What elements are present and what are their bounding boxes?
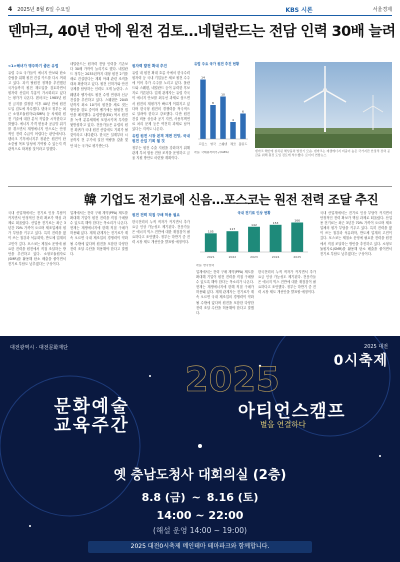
- chart1-bar-3: [230, 122, 236, 139]
- chart1-category-label-4: 폴란드: [238, 141, 248, 146]
- article1-column-3: [132, 62, 190, 184]
- issue-date: 2025년 8월 6일 수요일: [17, 7, 71, 13]
- chart2-category-label-0: 2021: [206, 254, 215, 259]
- section-name: 서울경제: [372, 7, 392, 13]
- article2-col1-text: 국내 산업계에서는 전기료 인상 부담이 커지면서 안정적인 전력 확보가 핵심 과제로 떠올랐다. 산업용 전기료는 최근 3년간 70% 가까이 오르며 제조업체의 원가 부담을 키우고 있다. 특히 전력을 많이 쓰는 철강과 석유화학, 반도체 업계의 고민이 깊다. 포스코는 제철소 운영에 필요한 전력을 원전에서 직접 조달하는 방안을 추진하고 있다. 소형모듈원자로(SMR)를 활용해 탄소 배출을 줄이면서 전기료 부담도 낮추겠다는 구상이다.: [8, 211, 66, 266]
- article1-subhead: <1>해녀가 명주하기 좋은 유럽: [8, 64, 59, 68]
- chart2-bar-0: [205, 233, 217, 252]
- ad-left-title-line2: 교육주간: [54, 416, 130, 436]
- chart2-category-label-3: 2024: [271, 254, 280, 259]
- ad-event-info: [0, 464, 400, 536]
- chart2-bar-4: [291, 222, 303, 252]
- article2-column-3: [132, 211, 190, 333]
- article2-col3-subhead: 원전 전력 직접 구매 허용 필요: [132, 213, 180, 217]
- article1-col3-subhead: 원자력 발전 확대 추진: [132, 64, 167, 68]
- chart2-category-label-2: 2023: [250, 254, 258, 259]
- chart1-value-label-1: 8: [212, 100, 214, 105]
- chart2-title: 국내 전기료 인상 현황: [237, 211, 271, 215]
- article1-col2-text: 네덜란드는 원자력 전담 인력을 기존보다 30배 가까이 늘리기로 했다. 네덜란드 정부는 2035년까지 대형 원전 2기를 새로 건설한다는 계획 아래 관련 조직을 대폭 확충하고 있다. 원전 인허가와 안전 규제를 담당하는 인력도 크게 늘린다. 스웨덴과 벨기에도 원전 수명 연장과 신규 건설을 추진하고 있다. 스웨덴은 2045년까지 최소 10기의 원전을 새로 짓는 방안을 검토 중이며 벨기에는 탈원전 법안을 폐지했다. 유럽연합(EU) 역시 원전을 녹색 분류체계에 포함시키며 투자를 뒷받침하고 있다. 전문가들은 유럽의 원전 회귀가 국내 원전 산업에도 기회가 될 것이라고 내다봤다. 한국은 설계부터 시공까지 전 주기에 걸친 역량을 갖춘 몇 안 되는 국가로 평가받는다.: [70, 62, 128, 148]
- ad-dates: [0, 489, 400, 505]
- ad-guide-time: (해설 운영 14:00 ~ 19:00): [153, 526, 247, 535]
- chart2-value-label-3: 153: [272, 220, 279, 225]
- ad-end-date: 8.16 (토): [206, 491, 259, 504]
- ad-sponsors: 대전광역시 · 대전문화재단: [10, 345, 68, 351]
- ad-brand: 0시축제: [333, 353, 388, 369]
- article1-col3-text2: 정부는 원전 수출 지원을 강화하기 위해 관계 부처 합동 전담 조직을 운영하고 금융 지원 방안도 마련할 계획이다.: [132, 146, 190, 161]
- page-header: [8, 4, 392, 16]
- chart-europe-nuclear: [194, 62, 252, 157]
- chart2-bar-1: [226, 231, 238, 252]
- ad-start-date: 8.8 (금): [141, 491, 186, 504]
- article2-col2-text: 업계에서는 전력 구매 계약(PPA) 제도를 확대해 기업이 원전 전력을 직접 구매할 수 있도록 해야 한다는 목소리가 나온다. 현재는 재생에너지에 한해 직접 구매가 허용돼 있다. 재계 관계자는 전기료가 계속 오르면 국내 제조업의 경쟁력이 약화될 수밖에 없다며 원전을 포함한 다양한 전력 조달 수단을 허용해야 한다고 말했다.: [70, 211, 128, 256]
- chart-electricity-rates: [196, 211, 312, 265]
- chart1-category-label-3: 체코: [230, 141, 236, 146]
- chart1-svg: [194, 67, 252, 147]
- article2-col3-text: 한국전력의 누적 적자가 커지면서 추가 요금 인상 가능성도 제기된다. 전문가들은 에너지 믹스 전반에 대한 재점검이 필요하다고 조언했다. 정부는 하반기 중 전력 시장 제도 개선안을 발표할 예정이다.: [132, 220, 190, 245]
- chart2-svg: [196, 216, 312, 260]
- page-number: 4: [8, 6, 13, 13]
- chart1-bar-0: [200, 79, 206, 139]
- chart1-category-label-2: 스웨덴: [218, 141, 228, 146]
- chart1-bar-4: [240, 113, 246, 139]
- article1-col3-subhead2: 유럽 원전 시장 본격 재편 전망, 국내 원전 산업 기회 될 것: [132, 134, 190, 144]
- article2-column-6: [320, 211, 392, 333]
- photo-image: [255, 62, 392, 148]
- chart2-value-label-0: 105: [207, 228, 214, 233]
- article2-col5-text: 한국전력의 누적 적자가 커지면서 추가 요금 인상 가능성도 제기된다. 전문가들은 에너지 믹스 전반에 대한 재점검이 필요하다고 조언했다. 정부는 하반기 중 전력 시장 제도 개선안을 발표할 예정이다.: [258, 270, 316, 295]
- ad-footer-banner[interactable]: 2025 대전0시축제 메인테마 테마파크와 함께합니다.: [88, 541, 312, 553]
- svg-text:2025: 2025: [185, 360, 280, 400]
- article1-column-1: [8, 62, 66, 184]
- photo-caption: 덴마크 해안에 설치된 해상풍력 발전기 모습. 덴마크는 재생에너지 비중이 높은 국가지만 안정적 전력 공급을 위해 원전 도입 검토에 착수했다. 로이터 연합뉴스: [255, 149, 391, 158]
- chart2-category-label-1: 2022: [228, 254, 237, 259]
- chart2-value-label-1: 117: [229, 226, 236, 231]
- article2-column-2: [70, 211, 128, 333]
- ad-venue-name: 옛 충남도청사 대회의실 (2층): [113, 468, 287, 483]
- ad-left-title: [54, 398, 130, 436]
- article1-col3-text: 유럽 내 원전 확대 흐름 속에서 한국수력원자력 등 국내 기업들은 체코 원전 수주에 이어 추가 수주를 노리고 있다. 폴란드와 스웨덴, 네덜란드 등이 유력한 후보지로 거론된다. 업계 관계자는 유럽 각국이 에너지 안보를 최우선 과제로 삼으면서 원전의 재평가가 빠르게 이뤄지고 있다며 한국형 원전의 경쟁력을 적극적으로 알려야 한다고 강조했다. 다만 원전 건설 비용 상승과 공기 지연, 사용후핵연료 처리 문제 등은 여전히 과제로 남아 있다는 지적도 나온다.: [132, 71, 190, 132]
- article1-col1-text: 유럽 주요 국가들이 에너지 안보와 탄소중립을 위해 원전 건설 카드를 다시 꺼내고 있다. 과거 탈원전 정책을 추진했던 국가들까지 원전 재도입을 검토하면서 원자력 산업의 부흥이 가시화되고 있다는 평가가 나온다. 덴마크는 1985년 원전 금지를 결정한 이후 40년 만에 원전 도입 검토에 착수했다. 덴마크 정부는 최근 소형모듈원자로(SMR) 등 차세대 원전 기술에 대한 분석 작업을 시작한다고 밝혔다. 에너지 가격 변동과 공급망 위기를 겪으면서 재생에너지 만으로는 안정적인 전력 수급이 어렵다는 판단에서다. 덴마크 기후에너지부 장관은 원전이 탄소중립 목표 달성에 기여할 수 있는지 객관적으로 따져볼 것이라고 말했다.: [8, 71, 66, 152]
- newspaper-logo: KBS 시론: [285, 7, 313, 14]
- chart1-value-label-3: 4: [232, 117, 234, 122]
- chart1-category-label-1: 영국: [210, 141, 216, 146]
- article2-column-4: [196, 270, 254, 333]
- chart1-bar-2: [220, 96, 226, 139]
- chart1-value-label-4: 6: [242, 109, 244, 113]
- chart1-bar-1: [210, 105, 216, 139]
- chart2-value-label-4: 166: [294, 217, 301, 222]
- festival-advertisement[interactable]: [0, 336, 400, 562]
- ad-right-subtitle: 별을 연결하다: [260, 420, 306, 429]
- ad-right-title: 아티언스캠프: [238, 402, 346, 422]
- wind-turbine-photo: [255, 62, 392, 148]
- chart2-value-label-2: 142: [251, 222, 257, 227]
- article2-headline: 韓 기업도 전기료에 신음…포스코는 원전 전력 조달 추진: [84, 192, 379, 207]
- article2-col6-text: 국내 산업계에서는 전기료 인상 부담이 커지면서 안정적인 전력 확보가 핵심 과제로 떠올랐다. 산업용 전기료는 최근 3년간 70% 가까이 오르며 제조업체의 원가 부담을 키우고 있다. 특히 전력을 많이 쓰는 철강과 석유화학, 반도체 업계의 고민이 깊다. 포스코는 제철소 운영에 필요한 전력을 원전에서 직접 조달하는 방안을 추진하고 있다. 소형모듈원자로(SMR)를 활용해 탄소 배출을 줄이면서 전기료 부담도 낮추겠다는 구상이다.: [320, 211, 392, 256]
- article1-column-2: [70, 62, 128, 184]
- ad-time: 14:00 ~ 22:00: [156, 509, 244, 522]
- article2-column-5: [258, 270, 316, 333]
- chart1-source: 자료: 국제원자력기구(IAEA): [194, 150, 229, 154]
- ad-left-title-line1: 문화예술: [54, 397, 130, 417]
- chart1-value-label-0: 14: [201, 75, 205, 79]
- ad-year-label: 2025 대전: [364, 344, 388, 350]
- chart2-bar-2: [248, 226, 260, 251]
- section-divider: [8, 186, 392, 187]
- article2-column-1: [8, 211, 66, 333]
- chart1-category-label-0: 프랑스: [198, 141, 208, 146]
- main-headline: 덴마크, 40년 만에 원전 검토…네덜란드는 전담 인력 30배 늘려: [8, 24, 396, 40]
- chart2-category-label-4: 2025: [293, 254, 302, 259]
- chart2-bar-3: [270, 224, 282, 251]
- chart1-value-label-2: 10: [221, 92, 225, 96]
- ad-date-separator: ~: [191, 490, 201, 504]
- chart2-source: 자료: 한국전력: [196, 263, 215, 267]
- article2-col4-text: 업계에서는 전력 구매 계약(PPA) 제도를 확대해 기업이 원전 전력을 직접 구매할 수 있도록 해야 한다는 목소리가 나온다. 현재는 재생에너지에 한해 직접 구매가 허용돼 있다. 재계 관계자는 전기료가 계속 오르면 국내 제조업의 경쟁력이 약화될 수밖에 없다며 원전을 포함한 다양한 전력 조달 수단을 허용해야 한다고 말했다.: [196, 270, 254, 315]
- chart1-title: 유럽 주요 국가 원전 추진 현황: [194, 62, 240, 66]
